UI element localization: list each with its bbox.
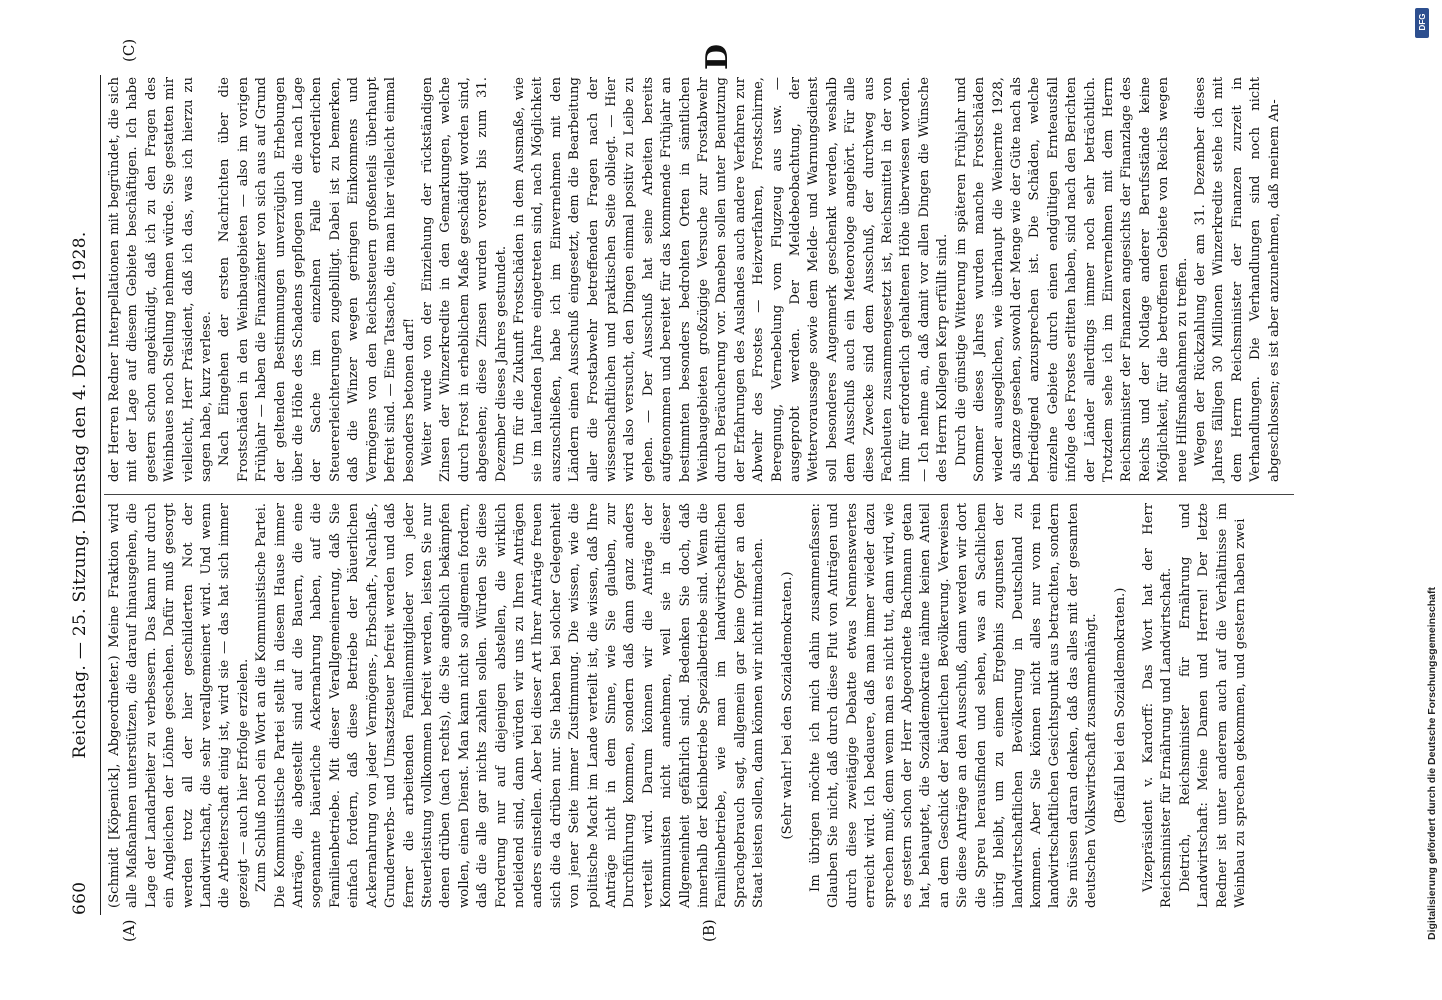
paragraph: Weiter wurde von der Einziehung der rückständigen Zinsen der Winzerkredite in den Gemarkungen, welche durch Frost in erheblichem Maße geschädigt worden sind, abgesehen; diese Zinsen wurden vorerst bis zum 31. Dezember dieses Jahres gestundet. xyxy=(419,77,509,482)
paragraph: Im übrigen möchte ich mich dahin zusammenfassen: Glauben Sie nicht, daß durch diese Flut von Anträgen und durch diese zweitägige Debatte etwas Nennenswertes erreicht wird. Ich bedauere, daß man immer wieder dazu sprechen muß; denn wenn man es nicht tut, dann wird, wie es gestern schon der Herr Abgeordnete Bachmann getan hat, behauptet, die Sozialdemokratie nähme keinen Anteil an dem Geschick der bäuerlichen Bevölkerung. Verweisen Sie diese Anträge an den Ausschuß, dann werden wir dort die Spreu herausfinden und sehen, was an Sachlichem übrig bleibt, um zu einem Ergebnis zugunsten der landwirtschaftlichen Bevölkerung in Deutschland zu kommen. Aber Sie können nicht alles nur vom rein landwirtschaftlichen Gesichtspunkt aus betrachten, sondern Sie müssen daran denken, daß das alles mit der gesamten deutschen Volkswirtschaft zusammenhängt. xyxy=(808,503,1100,908)
header-rule xyxy=(100,75,101,915)
paragraph: (Schmidt [Köpenick], Abgeordneter.) Meine Fraktion wird alle Maßnahmen unterstützen, die darauf hinausgehen, die Lage der Landarbeiter zu verbessern. Das kann nur durch ein Angleichen der Löhne geschehen. Dafür muß gesorgt werden trotz all der hier geschilderten Not der Landwirtschaft, die sehr verallgemeinert wird. Und wenn die Arbeiterschaft einig ist, wird sie — das hat sich immer gezeigt — auch hier Erfolge erzielen. xyxy=(107,503,251,908)
paragraph: Vizepräsident v. Kardorff: Das Wort hat der Herr Reichsminister für Ernährung und Landwirtschaft. xyxy=(1140,503,1175,908)
dfg-logo-text: DFG xyxy=(1418,13,1427,31)
paragraph: Wegen der Rückzahlung der am 31. Dezember dieses Jahres fälligen 30 Millionen Winzerkredite stehe ich mit dem Herrn Reichsminister der Finanzen zurzeit in Verhandlungen. Die Verhandlungen sind noch nicht abgeschlossen; es ist aber anzunehmen, daß meinem An- xyxy=(1192,77,1282,482)
right-column xyxy=(106,77,1306,482)
paragraph: Durch die günstige Witterung im späteren Frühjahr und Sommer dieses Jahres wurden manche Frostschäden wieder ausgeglichen, wie überhaupt die Weinernte 1928, als ganze gesehen, sowohl der Menge wie der Güte nach als befriedigend anzusprechen ist. Die Schäden, welche einzelne Gebiete durch einen endgültigen Ernteausfall infolge des Frostes erlitten haben, sind nach den Berichten der Länder allerdings immer noch sehr beträchtlich. Trotzdem sehe ich im Einvernehmen mit dem Herrn Reichsminister der Finanzen angesichts der Finanzlage des Reichs und der Notlage anderer Berufsstände keine Möglichkeit, für die betroffenen Gebiete von Reichs wegen neue Hilfsmaßnahmen zu treffen. xyxy=(953,77,1190,482)
paragraph: der Herren Redner Interpellationen mit begründet, die sich mit der Lage auf diesem Gebiete beschäftigen. Ich habe gestern schon angekündigt, daß ich zu den Fragen des Weinbaues noch Stellung nehmen würde. Sie gestatten mir vielleicht, Herr Präsident, daß ich das, was ich hierzu zu sagen habe, kurz verlese. xyxy=(107,77,215,482)
margin-letter-b: (B) xyxy=(700,919,718,942)
interjection: (Sehr wahr! bei den Sozialdemokraten.) xyxy=(779,571,795,840)
column-divider xyxy=(104,494,1294,495)
paragraph: Zum Schluß noch ein Wort an die Kommunistische Partei. Die Kommunistische Partei stellt in diesem Hause immer Anträge, die abgestellt sind auf die Bauern, die eine sogenannte bäuerliche Ackernahrung haben, auf die Familienbetriebe. Mit dieser Verallgemeinerung, daß Sie einfach fordern, daß diese Betriebe der bäuerlichen Ackernahrung von jeder Vermögens-, Erbschaft-, Nachlaß-, Grunderwerbs- und Umsatzsteuer befreit werden und daß ferner die arbeitenden Familienmitglieder von jeder Steuerleistung vollkommen befreit werden, leisten Sie nur denen drüben (nach rechts), die Sie angeblich bekämpfen wollen, einen Dienst. Man kann nicht so allgemein fordern, daß die alle gar nichts zahlen sollen. Würden Sie diese Forderung nur auf diejenigen abstellen, die wirklich notleidend sind, dann würden wir uns zu Ihren Anträgen anders einstellen. Aber bei dieser Art Ihrer Anträge freuen sich die da drüben nur. Sie haben bei solcher Gelegenheit von jener Seite immer Zustimmung. Die wissen, wie die politische Macht im Lande verteilt ist, die wissen, daß Ihre Anträge nicht in dem Sinne, wie Sie glauben, zur Durchführung kommen, sondern daß dann ganz anders verteilt wird. Darum können wir die Anträge der Kommunisten nicht annehmen, weil sie in dieser Allgemeinheit gefährlich sind. Bedenken Sie doch, daß innerhalb der Kleinbetriebe Spezialbetriebe sind. Wenn die Familienbetriebe, wie man im landwirtschaftlichen Sprachgebrauch sagt, allgemein gar keine Opfer an den Staat leisten sollen, dann können wir nicht mitmachen. xyxy=(254,503,767,908)
digitization-note-text: Digitalisierung gefördert durch die Deutsche Forschungsgemeinschaft xyxy=(1426,587,1438,940)
margin-letter-c: (C) xyxy=(120,38,138,62)
gothic-d-mark: D xyxy=(700,43,735,70)
paragraph: Nach Eingehen der ersten Nachrichten über die Frostschäden in den Weinbaugebieten — also im vorigen Frühjahr — haben die Finanzämter von sich aus auf Grund der geltenden Bestimmungen unverzüglich Erhebungen über die Höhe des Schadens gepflogen und die nach Lage der Sache im einzelnen Falle erforderlichen Steuererleichterungen zugebilligt. Dabei ist zu bemerken, daß die Winzer wegen geringen Einkommens und Vermögens von den Reichssteuern großenteils überhaupt befreit sind. — Eine Tatsache, die man hier vielleicht einmal besonders betonen darf! xyxy=(217,77,417,482)
page-title: Reichstag. — 25. Sitzung. Dienstag den 4. Dezember 1928. xyxy=(70,231,90,759)
page-header xyxy=(70,75,96,915)
digitization-note xyxy=(1410,40,1438,960)
interjection: (Beifall bei den Sozialdemokraten.) xyxy=(1112,587,1128,824)
paragraph: Um für die Zukunft Frostschäden in dem Ausmaße, wie sie im laufenden Jahre eingetreten sind, nach Möglichkeit auszuschließen, habe ich im Einvernehmen mit den Ländern einen Ausschuß eingesetzt, dem die Bearbeitung aller die Frostabwehr betreffenden Fragen nach der wissenschaftlichen und praktischen Seite obliegt. — Hier wird also versucht, den Dingen einmal positiv zu Leibe zu gehen. — Der Ausschuß hat seine Arbeiten bereits aufgenommen und bereitet für das kommende Frühjahr an bestimmten besonders bedrohten Orten in sämtlichen Weinbaugebieten großzügige Versuche zur Frostabwehr durch Beräucherung vor. Daneben sollen unter Benutzung der Erfahrungen des Auslandes auch andere Verfahren zur Abwehr des Frostes — Heizverfahren, Frostschirme, Beregnung, Vernebelung vom Flugzeug aus usw. — ausgeprobt werden. Der Meldebeobachtung, der Wettervoraussage sowie dem Melde- und Warnungsdienst soll besonderes Augenmerk geschenkt werden, weshalb dem Ausschuß auch ein Meteorologe angehört. Für alle diese Zwecke sind dem Ausschuß, der durchweg aus Fachleuten zusammengesetzt ist, Reichsmittel in der von ihm für erforderlich gehaltenen Höhe überwiesen worden. — Ich nehme an, daß damit vor allen Dingen die Wünsche des Herrn Kollegen Kerp erfüllt sind. xyxy=(511,77,951,482)
margin-letter-a: (A) xyxy=(120,919,138,942)
dfg-logo xyxy=(1415,8,1429,38)
left-column xyxy=(106,503,1306,908)
page-number: 660 xyxy=(70,881,90,915)
paragraph: Dietrich, Reichsminister für Ernährung und Landwirtschaft: Meine Damen und Herren! Der letzte Redner ist unter anderem auch auf die Verhältnisse im Weinbau zu sprechen gekommen, und gestern haben zwei xyxy=(1177,503,1248,908)
